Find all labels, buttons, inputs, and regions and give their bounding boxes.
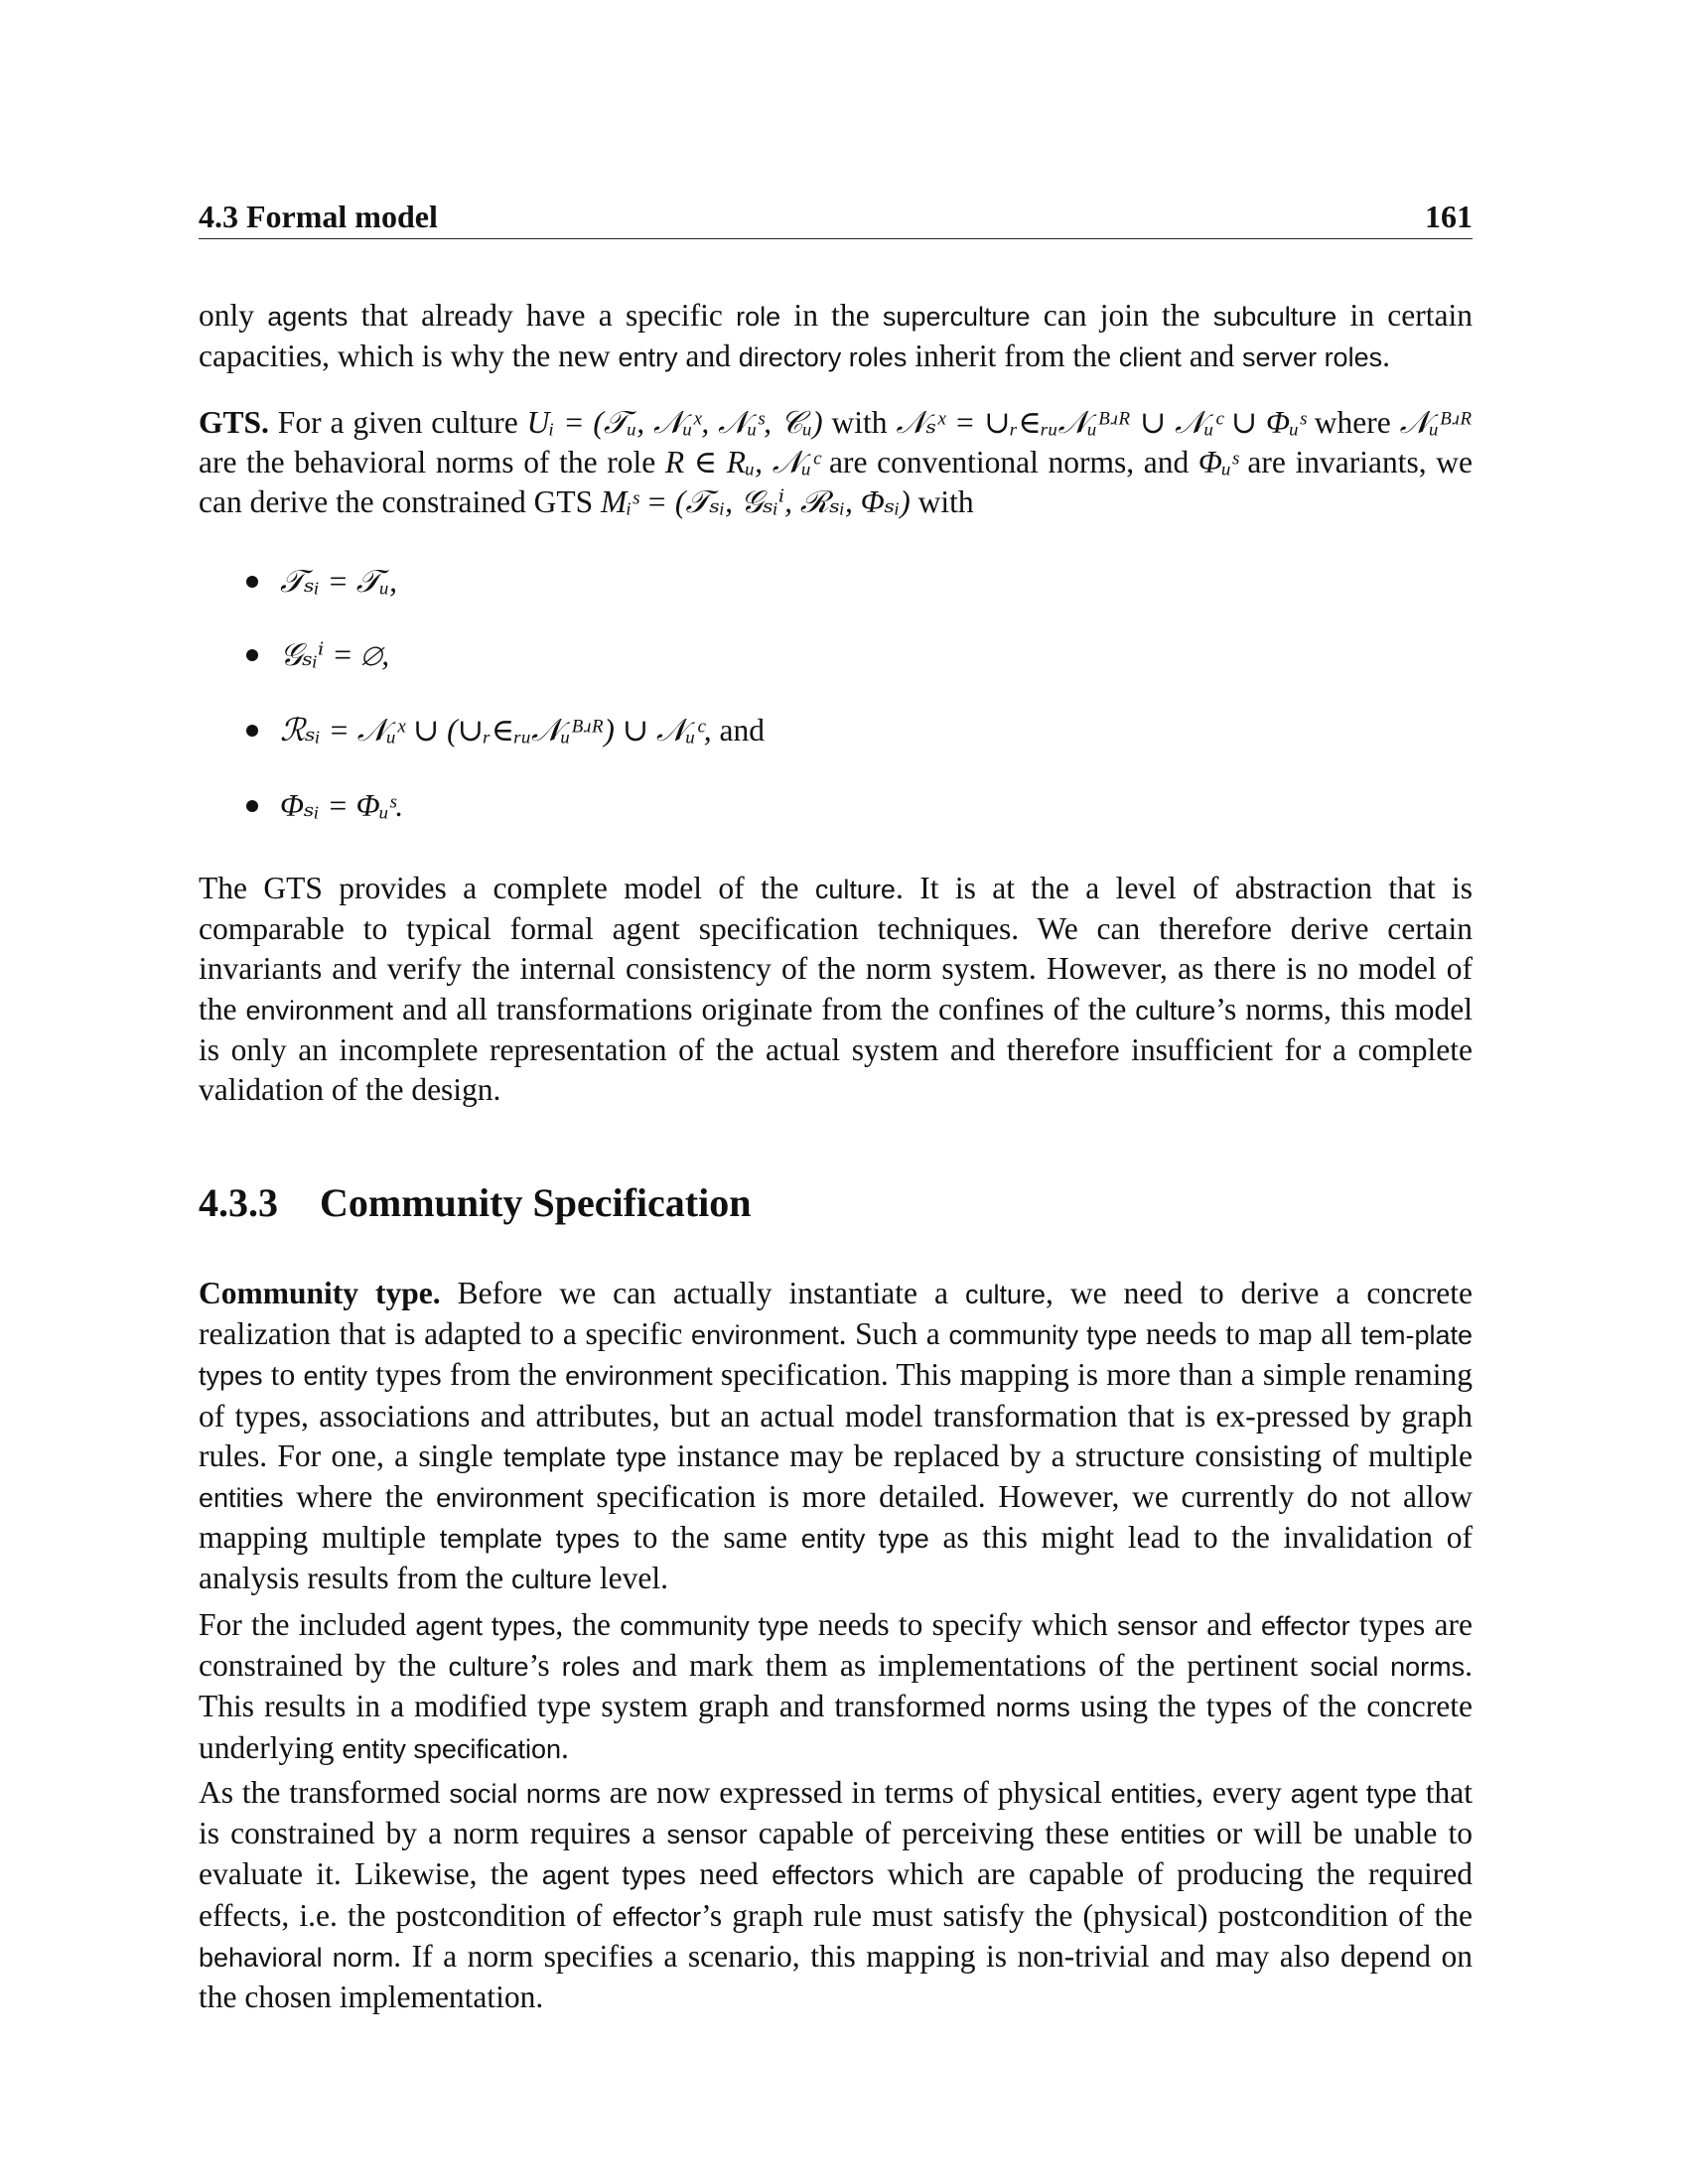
bullet-math: 𝒢ₛᵢⁱ = ∅,	[280, 637, 390, 672]
term: server roles	[1242, 342, 1383, 373]
term: directory roles	[738, 342, 908, 373]
term: environment	[565, 1361, 713, 1392]
text: where	[1305, 405, 1400, 440]
text: that is constrained by a norm requires a	[199, 1775, 1474, 1851]
term: roles	[561, 1652, 621, 1683]
term: effector	[612, 1901, 702, 1932]
term: entry	[618, 342, 678, 373]
text: can join the	[1030, 298, 1213, 333]
term: entity specification	[342, 1733, 561, 1764]
paragraph-agent-types	[199, 1605, 1473, 1769]
text: needs to specify which	[808, 1607, 1118, 1642]
text: .	[560, 1729, 569, 1765]
list-item	[246, 713, 765, 756]
term: entities	[1110, 1779, 1196, 1809]
text: are conventional norms, and	[819, 445, 1198, 480]
text: .	[1382, 339, 1390, 374]
text: using the types of the concrete underlying	[199, 1689, 1473, 1765]
text: need	[685, 1856, 773, 1892]
page-number: 161	[1425, 199, 1473, 234]
text: needs to map all	[1137, 1316, 1361, 1352]
text: where the	[283, 1479, 437, 1515]
term: culture	[1135, 995, 1216, 1025]
text: in the	[780, 298, 883, 333]
text: ’s graph rule must satisfy the (physical) postcondition of the	[701, 1897, 1473, 1933]
text: which are capable of producing the required effects, i.e. the postcondition of	[199, 1856, 1473, 1933]
run-in-heading-gts: GTS.	[199, 405, 269, 440]
text: and	[1181, 339, 1243, 374]
text: ’s	[528, 1648, 562, 1684]
running-head	[199, 195, 1473, 239]
term: norms	[995, 1693, 1070, 1723]
term: effectors	[772, 1860, 875, 1891]
text: are now expressed in terms of physical	[600, 1775, 1111, 1810]
term: behavioral norm	[199, 1942, 394, 1973]
term: community type	[620, 1611, 809, 1641]
bullet-dot-icon	[246, 800, 258, 812]
text: inherit from the	[907, 339, 1119, 374]
term: environment	[245, 995, 394, 1025]
text: As the transformed	[199, 1775, 450, 1810]
math-norm-union: 𝒩ₛˣ = ∪ᵣ∈ᵣᵤ𝒩ᵤᴮʴᴿ ∪ 𝒩ᵤᶜ ∪ Φᵤˢ	[896, 405, 1306, 440]
term: environment	[436, 1483, 584, 1514]
term: entity type	[800, 1524, 929, 1555]
math-behavioral-norms: 𝒩ᵤᴮʴᴿ	[1399, 405, 1473, 440]
term: entities	[199, 1483, 284, 1514]
text: to the same	[620, 1520, 801, 1556]
text: and mark them as implementations of the pertinent	[620, 1648, 1311, 1684]
text: and all transformations originate from the confines of the	[393, 991, 1136, 1026]
text: or will be unable to evaluate it. Likewise, the	[199, 1816, 1473, 1892]
text: as this might lead to the invalidation of analysis results from the	[199, 1520, 1473, 1596]
section-title: 4.3 Formal model	[199, 199, 438, 234]
math-role: R ∈ Rᵤ, 𝒩ᵤᶜ	[664, 445, 820, 480]
list-item	[246, 788, 403, 832]
text: , we need to derive a concrete realization that is adapted to a specific	[199, 1276, 1473, 1352]
term: culture	[964, 1280, 1047, 1309]
term: template types	[439, 1524, 621, 1555]
term: tem-plate types	[199, 1320, 1473, 1392]
term: sensor	[666, 1820, 748, 1850]
text: in certain capacities, which is why the new	[199, 298, 1473, 374]
text: The GTS provides a complete model of the	[199, 871, 815, 905]
math-invariants: Φᵤˢ	[1197, 445, 1238, 480]
bullet-dot-icon	[246, 576, 258, 588]
text: , the	[555, 1607, 621, 1642]
text: . Such a	[838, 1316, 949, 1352]
math-gts-tuple: Mᵢˢ = (𝒯ₛᵢ, 𝒢ₛᵢⁱ, ℛₛᵢ, Φₛᵢ)	[600, 484, 911, 520]
text: . This results in a modified type system graph and transformed	[199, 1648, 1474, 1724]
text: . It is at the a level of abstraction that is comparable to typical formal agent specification techniques. We can therefore derive certain invariants and verify the internal consistency of the norm system. However, as there is no model of the	[199, 871, 1473, 1026]
subsection-title: Community Specification	[320, 1180, 752, 1225]
term: agent type	[1290, 1779, 1417, 1809]
text: capable of perceiving these	[747, 1816, 1121, 1851]
term: culture	[814, 875, 896, 904]
paragraph-community-type	[199, 1274, 1473, 1600]
paragraph-intro	[199, 296, 1473, 377]
subsection-heading	[199, 1179, 751, 1226]
text: specification is more detailed. However, we currently do not allow mapping multiple	[199, 1479, 1473, 1556]
text: with	[910, 484, 974, 520]
term: agent types	[415, 1611, 556, 1641]
bullet-text: and	[711, 713, 765, 748]
text: specification. This mapping is more than a simple renaming of types, associations and attributes, but an actual model transformation that is ex-pressed by graph rules. For one, a single	[199, 1357, 1473, 1473]
list-item	[246, 637, 389, 681]
bullet-dot-icon	[246, 725, 258, 737]
text: and	[677, 339, 739, 374]
term: culture	[510, 1565, 592, 1595]
text: ’s norms, this model is only an incomplete representation of the actual system and therefore insufficient for a complete validation of the design.	[199, 991, 1474, 1108]
run-in-heading-community-type: Community type.	[199, 1276, 441, 1310]
text: types are constrained by the	[199, 1607, 1473, 1684]
text: level.	[592, 1561, 668, 1596]
term: agents	[267, 302, 349, 332]
text: Before we can actually instantiate a	[440, 1276, 965, 1310]
paragraph-social-norms	[199, 1773, 1473, 2017]
text: For the included	[199, 1607, 416, 1642]
list-item	[246, 564, 397, 608]
term: culture	[448, 1652, 529, 1683]
term: client	[1118, 342, 1182, 373]
text: are invariants, we can derive the constrained GTS	[199, 445, 1473, 520]
bullet-math: ℛₛᵢ = 𝒩ᵤˣ ∪ (∪ᵣ∈ᵣᵤ𝒩ᵤᴮʴᴿ) ∪ 𝒩ᵤᶜ,	[280, 713, 712, 748]
text: and	[1197, 1607, 1262, 1642]
term: template type	[502, 1441, 667, 1472]
term: subculture	[1212, 302, 1337, 332]
text: are the behavioral norms of the role	[199, 445, 665, 480]
subsection-number: 4.3.3	[199, 1180, 278, 1225]
text: . If a norm specifies a scenario, this mapping is non-trivial and may also depend on the chosen implementation.	[199, 1938, 1473, 2015]
term: agent types	[541, 1860, 686, 1891]
bullet-math: 𝒯ₛᵢ = 𝒯ᵤ,	[280, 564, 397, 599]
term: superculture	[882, 302, 1031, 332]
paragraph-gts-discussion	[199, 869, 1473, 1110]
text: instance may be replaced by a structure consisting of multiple	[666, 1437, 1473, 1473]
term: entities	[1120, 1820, 1205, 1850]
text: to	[262, 1357, 304, 1393]
term: environment	[691, 1320, 839, 1351]
bullet-dot-icon	[246, 649, 258, 661]
text: with	[822, 405, 897, 440]
text: types from the	[367, 1357, 566, 1393]
term: community type	[948, 1320, 1138, 1351]
text: , every	[1196, 1775, 1291, 1810]
term: effector	[1261, 1611, 1350, 1641]
text: that already have a specific	[348, 298, 737, 333]
text: only	[199, 298, 268, 333]
term: role	[736, 302, 781, 332]
term: entity	[303, 1361, 368, 1392]
math-culture-tuple: Uᵢ = (𝒯ᵤ, 𝒩ᵤˣ, 𝒩ᵤˢ, 𝒞ᵤ)	[526, 405, 823, 440]
term: sensor	[1117, 1611, 1198, 1641]
paragraph-gts	[199, 403, 1473, 523]
term: social norms	[449, 1779, 601, 1809]
term: social norms	[1310, 1652, 1466, 1683]
bullet-math: Φₛᵢ = Φᵤˢ.	[280, 788, 404, 823]
text: For a given culture	[268, 405, 527, 440]
